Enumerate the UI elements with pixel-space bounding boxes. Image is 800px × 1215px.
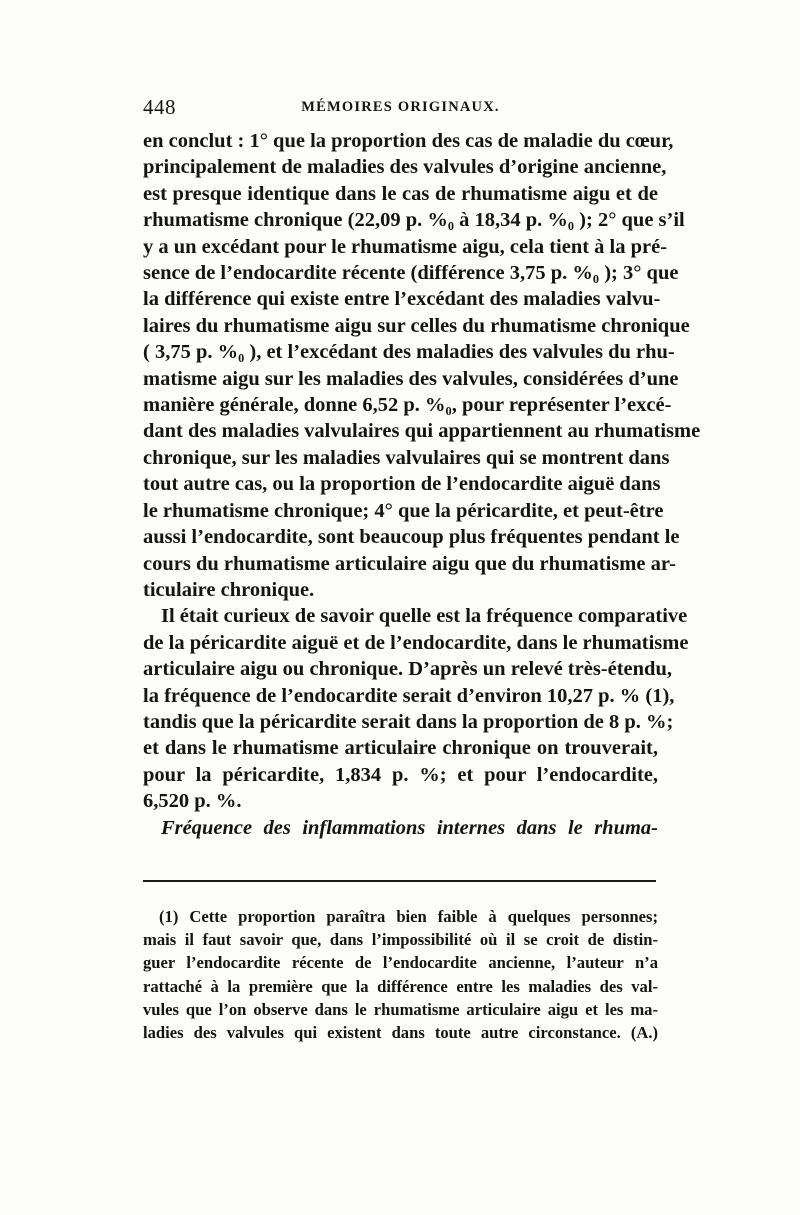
- text-line: ticulaire chronique.: [143, 578, 315, 601]
- footnote: [143, 905, 658, 1044]
- text-line: cours du rhumatisme articulaire aigu que du rhumatisme ar-: [143, 552, 676, 575]
- text-line: tandis que la péricardite serait dans la proportion de 8 p. %;: [143, 710, 674, 733]
- text-line: Il était curieux de savoir quelle est la fréquence comparative: [161, 605, 688, 628]
- section-heading: Fréquence des inflammations internes dans le rhuma-: [161, 816, 658, 839]
- text-line: tout autre cas, ou la proportion de l’endocardite aiguë dans: [143, 473, 661, 496]
- footnote-line: rattaché à la première que la différence entre les maladies des val-: [143, 976, 658, 996]
- footnote-line: (1) Cette proportion paraîtra bien faible à quelques personnes;: [159, 907, 658, 926]
- running-head: MÉMOIRES ORIGINAUX.: [301, 99, 500, 115]
- text-line: et dans le rhumatisme articulaire chronique on trouverait,: [143, 737, 658, 760]
- footnote-line: mais il faut savoir que, dans l’impossibilité où il se croit de distin-: [143, 930, 658, 950]
- main-text: [143, 128, 701, 841]
- text-line: matisme aigu sur les maladies des valvules, considérées d’une: [143, 367, 679, 390]
- text-line: 6,520 p. %.: [143, 790, 242, 813]
- footnote-line: vules que l’on observe dans le rhumatisme articulaire aigu et les ma-: [143, 999, 658, 1019]
- footnote-line: ladies des valvules qui existent dans toute autre circonstance. (A.): [143, 1023, 658, 1043]
- page-number: 448: [143, 95, 176, 119]
- text-line: manière générale, donne 6,52 p. %₀, pour représenter l’excé-: [143, 394, 672, 417]
- text-line: ( 3,75 p. %₀ ), et l’excédant des maladies des valvules du rhu-: [143, 341, 675, 364]
- footnote-rule: [143, 880, 656, 882]
- text-line: laires du rhumatisme aigu sur celles du rhumatisme chronique: [143, 314, 690, 337]
- page-header: [143, 95, 658, 123]
- footnote-line: guer l’endocardite récente de l’endocardite ancienne, l’auteur n’a: [143, 953, 658, 973]
- text-line: pour la péricardite, 1,834 p. %; et pour l’endocardite,: [143, 763, 658, 786]
- text-line: principalement de maladies des valvules d’origine ancienne,: [143, 156, 667, 179]
- text-line: aussi l’endocardite, sont beaucoup plus fréquentes pendant le: [143, 526, 680, 549]
- text-line: y a un excédant pour le rhumatisme aigu, cela tient à la pré-: [143, 235, 668, 258]
- text-line: dant des maladies valvulaires qui appartiennent au rhumatisme: [143, 420, 701, 443]
- text-line: chronique, sur les maladies valvulaires qui se montrent dans: [143, 446, 670, 469]
- text-line: rhumatisme chronique (22,09 p. %₀ à 18,34 p. %₀ ); 2° que s’il: [143, 209, 685, 232]
- text-line: sence de l’endocardite récente (différence 3,75 p. %₀ ); 3° que: [143, 262, 679, 285]
- text-line: la fréquence de l’endocardite serait d’environ 10,27 p. % (1),: [143, 684, 675, 707]
- text-line: la différence qui existe entre l’excédant des maladies valvu-: [143, 288, 661, 311]
- text-line: est presque identique dans le cas de rhumatisme aigu et de: [143, 182, 658, 205]
- text-line: en conclut : 1° que la proportion des cas de maladie du cœur,: [143, 130, 674, 152]
- text-line: articulaire aigu ou chronique. D’après un relevé très-étendu,: [143, 658, 672, 681]
- text-line: le rhumatisme chronique; 4° que la péricardite, et peut-être: [143, 499, 664, 522]
- text-line: de la péricardite aiguë et de l’endocardite, dans le rhumatisme: [143, 631, 689, 654]
